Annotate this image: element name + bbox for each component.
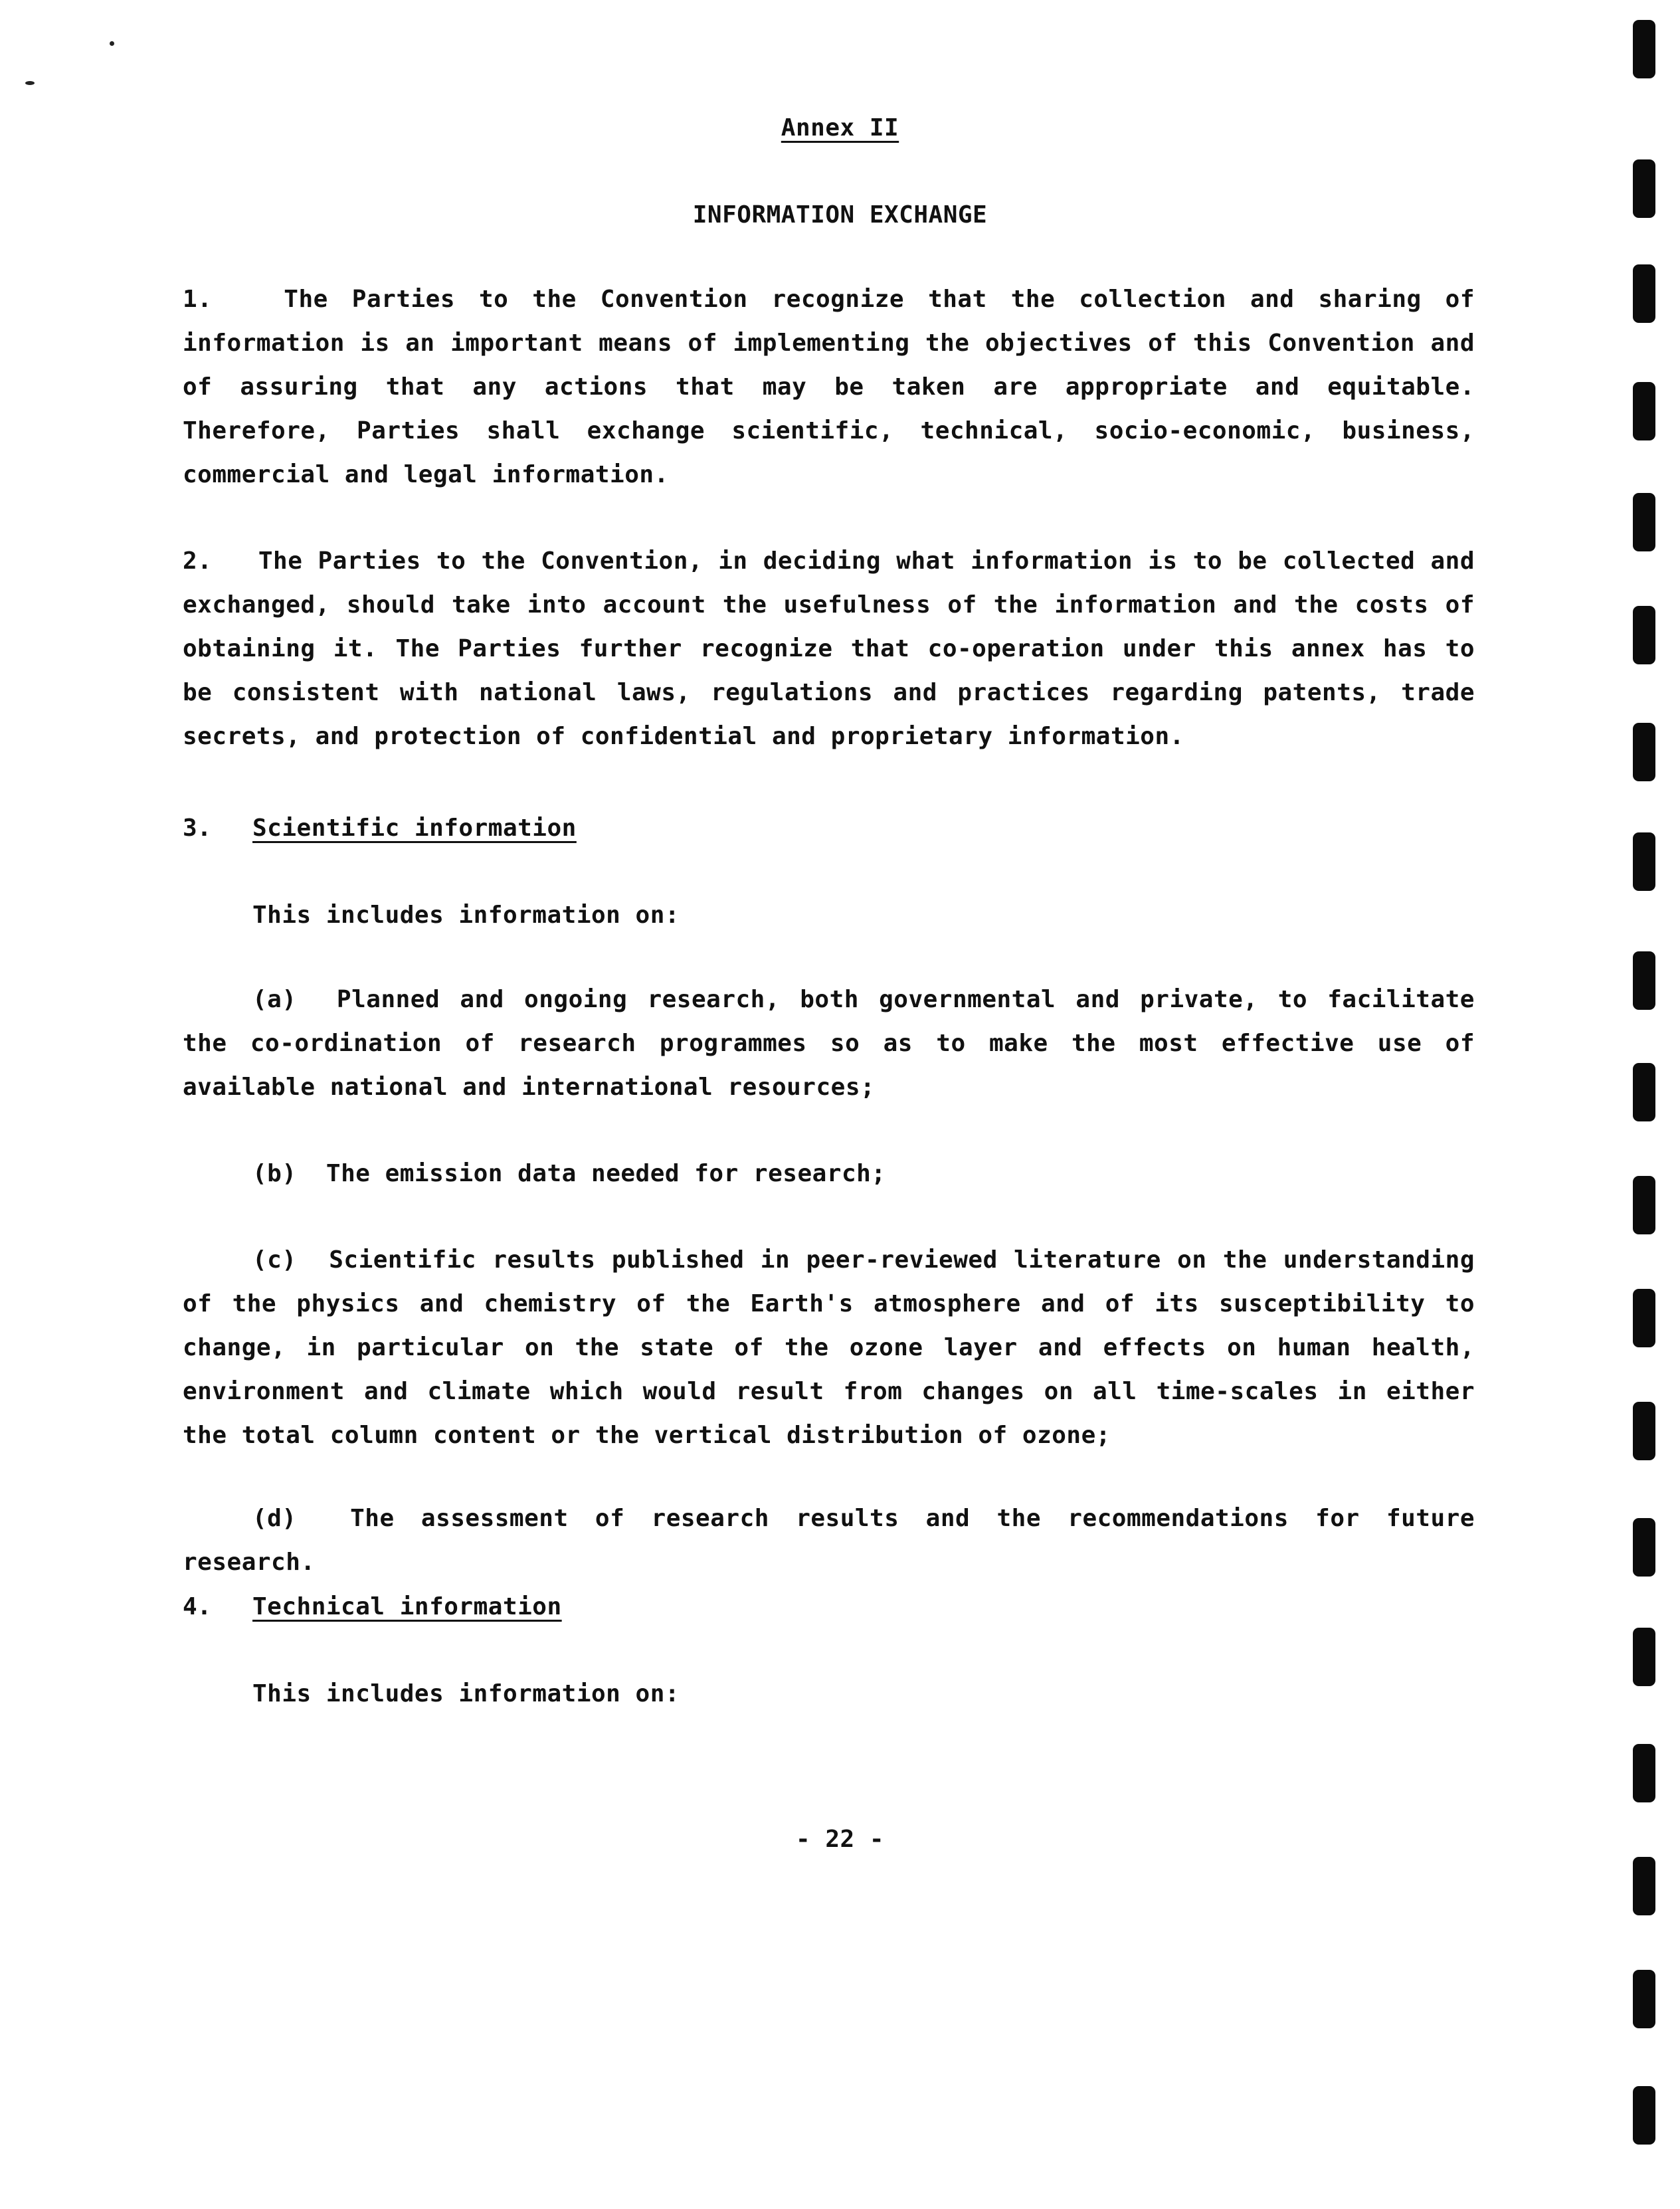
section-4-heading: Technical information: [252, 1593, 562, 1620]
paragraph-text: The Parties to the Convention, in deciding what information is to be collected and exchanged, should take into account the usefulness of the information and the costs of obtaining it. The Parties further recognize that co-operation under this annex has to be consistent with national laws, regulations and practices regarding patents, trade secrets, and protection of confidential and proprietary information.: [183, 547, 1475, 750]
section-3-item-c: [183, 1238, 1475, 1458]
item-label: (d): [252, 1505, 297, 1532]
item-text: Scientific results published in peer-reviewed literature on the understanding of the physics and chemistry of the Earth's atmosphere and of its susceptibility to change, in particular on the state of the ozone layer and effects on human health, environment and climate which would result from changes on all time-scales in either the total column content or the vertical distribution of ozone;: [183, 1246, 1475, 1449]
item-text: The emission data needed for research;: [326, 1160, 886, 1187]
item-text: The assessment of research results and the recommendations for future research.: [183, 1505, 1475, 1576]
paragraph-number: 1.: [183, 286, 213, 313]
item-label: (a): [252, 986, 297, 1013]
item-label: (c): [252, 1246, 297, 1274]
section-3-item-a: [183, 978, 1475, 1109]
paragraph-1: [183, 278, 1475, 497]
item-label: (b): [252, 1160, 297, 1187]
section-3-intro: This includes information on:: [252, 902, 680, 929]
section-3-item-d: [183, 1497, 1475, 1585]
scan-speck: [110, 41, 114, 46]
section-4-number: 4.: [183, 1593, 212, 1620]
document-title: INFORMATION EXCHANGE: [692, 201, 988, 229]
section-3-number: 3.: [183, 815, 212, 842]
section-3-heading: Scientific information: [252, 815, 577, 842]
paragraph-2: [183, 539, 1475, 759]
paragraph-number: 2.: [183, 547, 213, 575]
item-text: Planned and ongoing research, both governmental and private, to facilitate the co-ordination of research programmes so as to make the most effective use of available national and international resources;: [183, 986, 1475, 1101]
section-3-item-b: [183, 1152, 1475, 1196]
paragraph-text: The Parties to the Convention recognize that the collection and sharing of information is an important means of implementing the objectives of this Convention and of assuring that any actions that may be taken are appropriate and equitable. Therefore, Parties shall exchange scientific, technical, socio-economic, business, commercial and legal information.: [183, 286, 1475, 488]
scan-speck: [25, 81, 35, 85]
annex-label: Annex II: [781, 114, 899, 142]
page-number: - 22 -: [795, 1826, 885, 1853]
section-4-intro: This includes information on:: [252, 1680, 680, 1707]
